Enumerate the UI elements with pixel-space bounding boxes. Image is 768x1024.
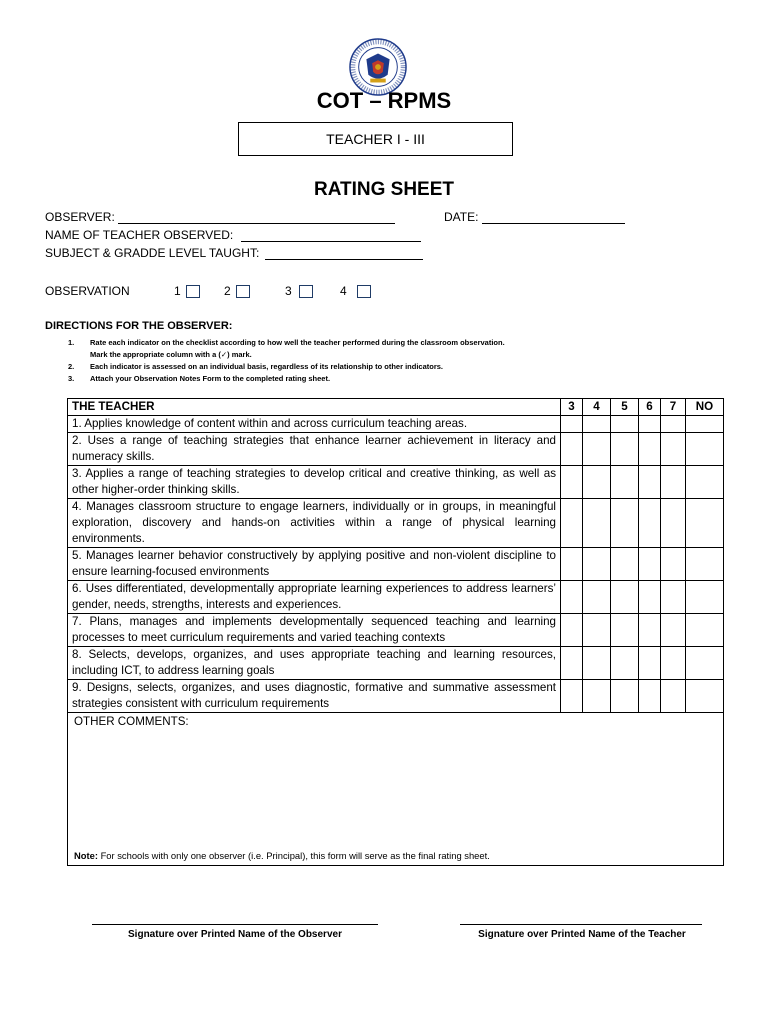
direction-2-text: Each indicator is assessed on an individual basis, regardless of its relationship to other indicators. xyxy=(90,362,444,371)
rating-cell[interactable] xyxy=(611,680,639,713)
observation-option-1-label: 1 xyxy=(174,284,181,298)
direction-1-line-1: Rate each indicator on the checklist according to how well the teacher performed during the classroom observation. xyxy=(90,338,505,347)
table-row xyxy=(68,647,724,680)
direction-1-line-2: Mark the appropriate column with a (✓) mark. xyxy=(90,350,252,359)
rating-column-header: 6 xyxy=(639,399,661,416)
table-row xyxy=(68,548,724,581)
rating-cell[interactable] xyxy=(561,548,583,581)
observer-signature-label: Signature over Printed Name of the Observer xyxy=(128,929,342,940)
table-row xyxy=(68,680,724,713)
rating-cell[interactable] xyxy=(583,499,611,548)
rating-cell[interactable] xyxy=(686,466,724,499)
rating-cell[interactable] xyxy=(583,466,611,499)
comments-row xyxy=(68,713,724,866)
rating-cell[interactable] xyxy=(583,680,611,713)
rating-cell[interactable] xyxy=(661,680,686,713)
table-row xyxy=(68,466,724,499)
rating-cell[interactable] xyxy=(561,581,583,614)
rating-cell[interactable] xyxy=(639,548,661,581)
rating-cell[interactable] xyxy=(661,614,686,647)
rating-cell[interactable] xyxy=(661,466,686,499)
rating-cell[interactable] xyxy=(561,433,583,466)
table-row xyxy=(68,499,724,548)
note-body: For schools with only one observer (i.e. Principal), this form will serve as the final rating sheet. xyxy=(97,850,490,861)
rating-cell[interactable] xyxy=(611,466,639,499)
table-row xyxy=(68,416,724,433)
other-comments-field[interactable] xyxy=(68,713,724,866)
observation-1-checkbox[interactable] xyxy=(186,285,200,298)
page-title: COT – RPMS xyxy=(316,88,452,113)
rating-sheet-title: RATING SHEET xyxy=(313,179,455,200)
date-label: DATE: xyxy=(444,210,479,224)
indicator-7: 7. Plans, manages and implements developmentally sequenced teaching and learning processes to meet curriculum requirements and varied teaching contexts xyxy=(68,614,561,647)
rating-table xyxy=(67,398,724,866)
rating-cell[interactable] xyxy=(686,433,724,466)
indicator-6: 6. Uses differentiated, developmentally appropriate learning experiences to address learners’ gender, needs, strengths, interests and experiences. xyxy=(68,581,561,614)
observation-2-checkbox[interactable] xyxy=(236,285,250,298)
rating-cell[interactable] xyxy=(661,647,686,680)
rating-cell[interactable] xyxy=(583,581,611,614)
teacher-name-label: NAME OF TEACHER OBSERVED: xyxy=(45,228,234,242)
table-row xyxy=(68,433,724,466)
rating-cell[interactable] xyxy=(639,416,661,433)
rating-cell[interactable] xyxy=(611,433,639,466)
observer-field[interactable] xyxy=(118,212,395,224)
rating-cell[interactable] xyxy=(686,581,724,614)
observer-label: OBSERVER: xyxy=(45,210,115,224)
teacher-level-label: TEACHER I - III xyxy=(326,131,425,147)
teacher-column-header: THE TEACHER xyxy=(68,399,561,416)
rating-cell[interactable] xyxy=(639,581,661,614)
table-row xyxy=(68,581,724,614)
indicator-8: 8. Selects, develops, organizes, and uses appropriate teaching and learning resources, including ICT, to address learning goals xyxy=(68,647,561,680)
rating-cell[interactable] xyxy=(639,647,661,680)
indicator-3: 3. Applies a range of teaching strategies to develop critical and creative thinking, as well as other higher-order thinking skills. xyxy=(68,466,561,499)
rating-cell[interactable] xyxy=(686,499,724,548)
rating-cell[interactable] xyxy=(561,416,583,433)
rating-cell[interactable] xyxy=(661,581,686,614)
rating-column-header: 5 xyxy=(611,399,639,416)
rating-cell[interactable] xyxy=(661,433,686,466)
rating-cell[interactable] xyxy=(561,466,583,499)
rating-cell[interactable] xyxy=(611,416,639,433)
observation-label: OBSERVATION xyxy=(45,284,130,298)
observation-option-4-label: 4 xyxy=(340,284,347,298)
observation-4-checkbox[interactable] xyxy=(357,285,371,298)
rating-column-header: NO xyxy=(686,399,724,416)
rating-cell[interactable] xyxy=(611,499,639,548)
rating-cell[interactable] xyxy=(611,647,639,680)
rating-cell[interactable] xyxy=(661,548,686,581)
teacher-name-field[interactable] xyxy=(241,230,421,242)
direction-3-text: Attach your Observation Notes Form to the completed rating sheet. xyxy=(90,374,331,383)
rating-column-header: 4 xyxy=(583,399,611,416)
rating-column-header: 7 xyxy=(661,399,686,416)
rating-cell[interactable] xyxy=(639,614,661,647)
teacher-level-box xyxy=(238,122,513,156)
teacher-signature-label: Signature over Printed Name of the Teacher xyxy=(478,929,686,940)
rating-column-header: 3 xyxy=(561,399,583,416)
rating-cell[interactable] xyxy=(583,614,611,647)
rating-cell[interactable] xyxy=(583,647,611,680)
rating-cell[interactable] xyxy=(583,416,611,433)
subject-grade-label: SUBJECT & GRADDE LEVEL TAUGHT: xyxy=(45,246,260,260)
indicator-2: 2. Uses a range of teaching strategies that enhance learner achievement in literacy and numeracy skills. xyxy=(68,433,561,466)
rating-cell[interactable] xyxy=(639,433,661,466)
rating-cell[interactable] xyxy=(561,499,583,548)
observation-option-3-label: 3 xyxy=(285,284,292,298)
rating-cell[interactable] xyxy=(639,680,661,713)
direction-1-number: 1. xyxy=(68,338,75,347)
rating-cell[interactable] xyxy=(686,548,724,581)
observer-signature-line[interactable] xyxy=(92,923,378,925)
direction-2-number: 2. xyxy=(68,362,75,371)
subject-grade-field[interactable] xyxy=(265,248,423,260)
note-text xyxy=(74,848,490,864)
rating-cell[interactable] xyxy=(686,614,724,647)
rating-cell[interactable] xyxy=(583,433,611,466)
rating-cell[interactable] xyxy=(561,680,583,713)
rating-cell[interactable] xyxy=(661,416,686,433)
observation-option-2-label: 2 xyxy=(224,284,231,298)
rating-cell[interactable] xyxy=(611,614,639,647)
indicator-5: 5. Manages learner behavior constructively by applying positive and non-violent discipline to ensure learning-focused environments xyxy=(68,548,561,581)
rating-cell[interactable] xyxy=(611,548,639,581)
note-label: Note: xyxy=(74,850,98,861)
rating-cell[interactable] xyxy=(661,499,686,548)
rating-cell[interactable] xyxy=(686,416,724,433)
teacher-signature-line[interactable] xyxy=(460,923,702,925)
indicator-9: 9. Designs, selects, organizes, and uses diagnostic, formative and summative assessment strategies consistent with curriculum requirements xyxy=(68,680,561,713)
rating-cell[interactable] xyxy=(686,647,724,680)
rating-cell[interactable] xyxy=(583,548,611,581)
indicator-4: 4. Manages classroom structure to engage learners, individually or in groups, in meaningful exploration, discovery and hands-on activities within a range of physical learning environments. xyxy=(68,499,561,548)
rating-cell[interactable] xyxy=(611,581,639,614)
date-field[interactable] xyxy=(482,212,625,224)
observation-3-checkbox[interactable] xyxy=(299,285,313,298)
rating-cell[interactable] xyxy=(561,647,583,680)
directions-heading: DIRECTIONS FOR THE OBSERVER: xyxy=(45,320,233,332)
table-row xyxy=(68,614,724,647)
rating-cell[interactable] xyxy=(639,499,661,548)
indicator-1: 1. Applies knowledge of content within and across curriculum teaching areas. xyxy=(68,416,561,433)
rating-cell[interactable] xyxy=(639,466,661,499)
rating-cell[interactable] xyxy=(561,614,583,647)
rating-cell[interactable] xyxy=(686,680,724,713)
other-comments-label: OTHER COMMENTS: xyxy=(74,715,189,728)
direction-3-number: 3. xyxy=(68,374,75,383)
table-header-row xyxy=(68,399,724,416)
